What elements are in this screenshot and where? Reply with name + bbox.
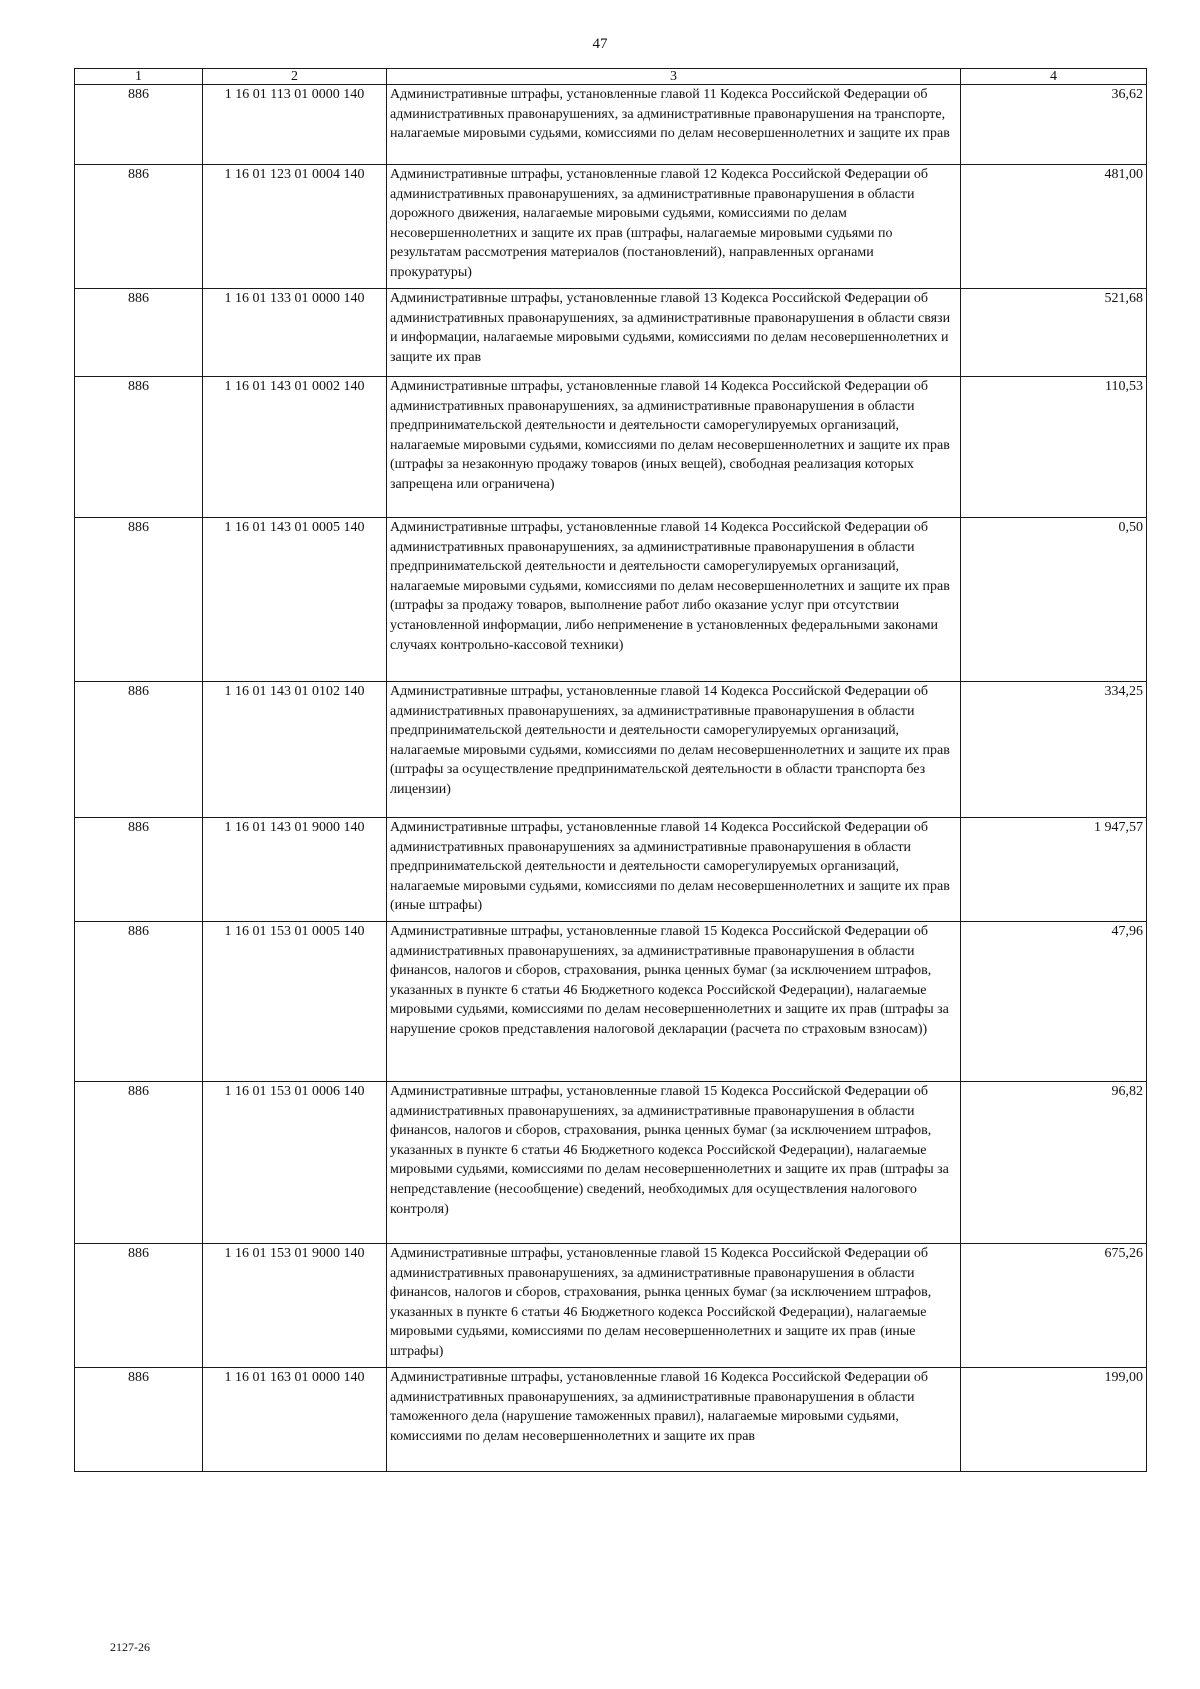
- budget-code-cell: 1 16 01 143 01 0005 140: [203, 518, 387, 682]
- description-cell: Административные штрафы, установленные главой 13 Кодекса Российской Федерации об административных правонарушениях, за административные правонарушения в области связи и информации, налагаемые мировыми судьями, комиссиями по делам несовершеннолетних и защите их прав: [387, 289, 961, 377]
- table-row: [75, 289, 1147, 377]
- admin-code-cell: 886: [75, 85, 203, 165]
- amount-cell: 1 947,57: [961, 818, 1147, 922]
- description-cell: Административные штрафы, установленные главой 15 Кодекса Российской Федерации об административных правонарушениях, за административные правонарушения в области финансов, налогов и сборов, страхования, рынка ценных бумаг (за исключением штрафов, указанных в пункте 6 статьи 46 Бюджетного кодекса Российской Федерации), налагаемые мировыми судьями, комиссиями по делам несовершеннолетних и защите их прав (штрафы за нарушение сроков представления налоговой декларации (расчета по страховым взносам)): [387, 922, 961, 1082]
- admin-code-cell: 886: [75, 818, 203, 922]
- description-cell: Административные штрафы, установленные главой 11 Кодекса Российской Федерации об административных правонарушениях, за административные правонарушения на транспорте, налагаемые мировыми судьями, комиссиями по делам несовершеннолетних и защите их прав: [387, 85, 961, 165]
- admin-code-cell: 886: [75, 682, 203, 818]
- description-cell: Административные штрафы, установленные главой 14 Кодекса Российской Федерации об административных правонарушениях, за административные правонарушения в области предпринимательской деятельности и деятельности саморегулируемых организаций, налагаемые мировыми судьями, комиссиями по делам несовершеннолетних и защите их прав (штрафы за продажу товаров, выполнение работ либо оказание услуг при отсутствии установленной информации, либо неприменение в установленных федеральными законами случаях контрольно-кассовой техники): [387, 518, 961, 682]
- admin-code-cell: 886: [75, 289, 203, 377]
- budget-code-cell: 1 16 01 143 01 0002 140: [203, 377, 387, 518]
- table-row: [75, 1244, 1147, 1368]
- amount-cell: 199,00: [961, 1368, 1147, 1472]
- header-row: [75, 69, 1147, 85]
- budget-code-cell: 1 16 01 113 01 0000 140: [203, 85, 387, 165]
- description-cell: Административные штрафы, установленные главой 12 Кодекса Российской Федерации об административных правонарушениях, за административные правонарушения в области дорожного движения, налагаемые мировыми судьями, комиссиями по делам несовершеннолетних и защите их прав (штрафы, налагаемые мировыми судьями по результатам рассмотрения материалов (постановлений), направленных органами прокуратуры): [387, 165, 961, 289]
- admin-code-cell: 886: [75, 518, 203, 682]
- description-cell: Административные штрафы, установленные главой 14 Кодекса Российской Федерации об административных правонарушениях, за административные правонарушения в области предпринимательской деятельности и деятельности саморегулируемых организаций, налагаемые мировыми судьями, комиссиями по делам несовершеннолетних и защите их прав (штрафы за незаконную продажу товаров (иных вещей), свободная реализация которых запрещена или ограничена): [387, 377, 961, 518]
- amount-cell: 110,53: [961, 377, 1147, 518]
- table-row: [75, 682, 1147, 818]
- amount-cell: 675,26: [961, 1244, 1147, 1368]
- amount-cell: 47,96: [961, 922, 1147, 1082]
- document-code: 2127-26: [110, 1640, 150, 1654]
- budget-code-cell: 1 16 01 143 01 0102 140: [203, 682, 387, 818]
- admin-code-cell: 886: [75, 922, 203, 1082]
- budget-table: [74, 68, 1147, 1472]
- table-row: [75, 1368, 1147, 1472]
- amount-cell: 334,25: [961, 682, 1147, 818]
- admin-code-cell: 886: [75, 1244, 203, 1368]
- budget-code-cell: 1 16 01 133 01 0000 140: [203, 289, 387, 377]
- description-cell: Административные штрафы, установленные главой 14 Кодекса Российской Федерации об административных правонарушениях, за административные правонарушения в области предпринимательской деятельности и деятельности саморегулируемых организаций, налагаемые мировыми судьями, комиссиями по делам несовершеннолетних и защите их прав (штрафы за осуществление предпринимательской деятельности в области транспорта без лицензии): [387, 682, 961, 818]
- amount-cell: 0,50: [961, 518, 1147, 682]
- budget-code-cell: 1 16 01 163 01 0000 140: [203, 1368, 387, 1472]
- table-row: [75, 922, 1147, 1082]
- description-cell: Административные штрафы, установленные главой 15 Кодекса Российской Федерации об административных правонарушениях, за административные правонарушения в области финансов, налогов и сборов, страхования, рынка ценных бумаг (за исключением штрафов, указанных в пункте 6 статьи 46 Бюджетного кодекса Российской Федерации), налагаемые мировыми судьями, комиссиями по делам несовершеннолетних и защите их прав (иные штрафы): [387, 1244, 961, 1368]
- header-col-4: 4: [961, 69, 1147, 85]
- budget-code-cell: 1 16 01 153 01 0006 140: [203, 1082, 387, 1244]
- table-row: [75, 85, 1147, 165]
- amount-cell: 521,68: [961, 289, 1147, 377]
- budget-code-cell: 1 16 01 123 01 0004 140: [203, 165, 387, 289]
- budget-code-cell: 1 16 01 143 01 9000 140: [203, 818, 387, 922]
- table-row: [75, 165, 1147, 289]
- header-col-1: 1: [75, 69, 203, 85]
- table-row: [75, 1082, 1147, 1244]
- admin-code-cell: 886: [75, 1368, 203, 1472]
- description-cell: Административные штрафы, установленные главой 16 Кодекса Российской Федерации об административных правонарушениях, за административные правонарушения в области таможенного дела (нарушение таможенных правил), налагаемые мировыми судьями, комиссиями по делам несовершеннолетних и защите их прав: [387, 1368, 961, 1472]
- admin-code-cell: 886: [75, 377, 203, 518]
- description-cell: Административные штрафы, установленные главой 15 Кодекса Российской Федерации об административных правонарушениях, за административные правонарушения в области финансов, налогов и сборов, страхования, рынка ценных бумаг (за исключением штрафов, указанных в пункте 6 статьи 46 Бюджетного кодекса Российской Федерации), налагаемые мировыми судьями, комиссиями по делам несовершеннолетних и защите их прав (штрафы за непредставление (несообщение) сведений, необходимых для осуществления налогового контроля): [387, 1082, 961, 1244]
- header-col-2: 2: [203, 69, 387, 85]
- budget-code-cell: 1 16 01 153 01 0005 140: [203, 922, 387, 1082]
- budget-code-cell: 1 16 01 153 01 9000 140: [203, 1244, 387, 1368]
- table-row: [75, 818, 1147, 922]
- amount-cell: 481,00: [961, 165, 1147, 289]
- admin-code-cell: 886: [75, 165, 203, 289]
- admin-code-cell: 886: [75, 1082, 203, 1244]
- header-col-3: 3: [387, 69, 961, 85]
- description-cell: Административные штрафы, установленные главой 14 Кодекса Российской Федерации об административных правонарушениях за административные правонарушения в области предпринимательской деятельности и деятельности саморегулируемых организаций, налагаемые мировыми судьями, комиссиями по делам несовершеннолетних и защите их прав (иные штрафы): [387, 818, 961, 922]
- table-row: [75, 518, 1147, 682]
- table-row: [75, 377, 1147, 518]
- amount-cell: 36,62: [961, 85, 1147, 165]
- page-number: 47: [592, 36, 608, 52]
- amount-cell: 96,82: [961, 1082, 1147, 1244]
